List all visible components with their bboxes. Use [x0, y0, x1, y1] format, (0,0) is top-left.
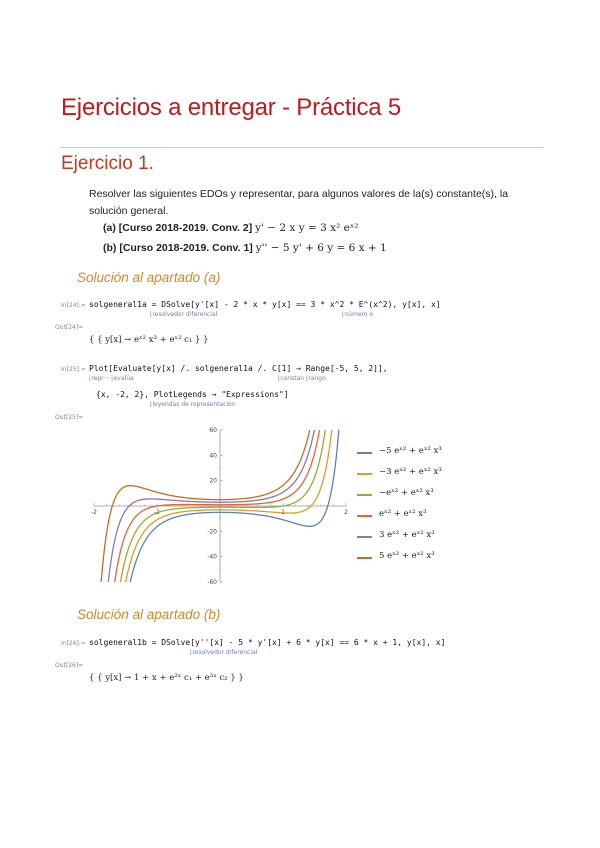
y-tick-label: 40 — [209, 452, 217, 460]
item-a — [103, 222, 358, 234]
subsection-a-heading: Solución al apartado (a) — [77, 270, 221, 285]
page-title: Ejercicios a entregar - Práctica 5 — [61, 94, 402, 121]
legend-label: −5 eˣ² + eˣ² x³ — [379, 446, 442, 456]
y-tick-label: -40 — [207, 553, 217, 561]
subsection-b-heading: Solución al apartado (b) — [77, 607, 221, 622]
input-label-26: In[26]:= — [61, 640, 86, 647]
output-cell-24: { { y[x] → eˣ² x³ + eˣ² c₁ } } — [89, 335, 209, 345]
output-label-26: Out[26]= — [55, 662, 84, 669]
legend-label: −eˣ² + eˣ² x³ — [379, 488, 434, 498]
y-tick-label: 20 — [209, 477, 217, 485]
code-hint-dsolve-b: ⌊resolvedor diferencial — [190, 649, 258, 656]
legend-label: 3 eˣ² + eˣ² x³ — [379, 530, 435, 540]
exercise-statement: Resolver las siguientes EDOs y representar, para algunos valores de la(s) constante(s), la solución general. — [89, 188, 509, 217]
legend-swatch — [357, 494, 372, 496]
legend-swatch — [357, 557, 372, 559]
input-cell-26[interactable]: solgeneral1b = DSolve[y''[x] - 5 * y'[x] + 6 * y[x] == 6 * x + 1, y[x], x] — [89, 638, 446, 647]
x-tick-label: 1 — [281, 509, 285, 516]
legend-swatch — [357, 536, 372, 538]
item-a-ref: [Curso 2018-2019. Conv. 2] — [118, 222, 253, 234]
item-b — [103, 242, 387, 254]
code-hint-legends: ⌊leyendas de representación — [150, 401, 236, 408]
legend-label: eˣ² + eˣ² x³ — [379, 509, 427, 519]
solution-plot — [80, 420, 360, 590]
x-tick-label: -1 — [154, 509, 160, 516]
legend-label: 5 eˣ² + eˣ² x³ — [379, 551, 435, 561]
code-hint-dsolve: ⌊resolvedor diferencial — [150, 311, 218, 318]
legend-swatch — [357, 452, 372, 454]
input-cell-25-line1[interactable]: Plot[Evaluate[y[x] /. solgeneral1a /. C[1] → Range[-5, 5, 2]], — [89, 364, 388, 373]
item-b-label: (b) — [103, 242, 117, 254]
output-label-25: Out[25]= — [55, 414, 84, 421]
y-tick-label: -60 — [207, 579, 217, 586]
x-tick-label: 2 — [344, 509, 348, 516]
plot-legend — [357, 446, 467, 576]
code-hint-e: ⌊número e — [342, 311, 374, 318]
item-b-equation: y'' − 5 y' + 6 y = 6 x + 1 — [255, 242, 387, 254]
input-label-25: In[25]:= — [61, 366, 86, 373]
legend-swatch — [357, 515, 372, 517]
code-hint-range: ⌊constan ⌊rango — [278, 375, 326, 382]
output-cell-26: { { y[x] → 1 + x + e²ˣ c₁ + e³ˣ c₂ } } — [89, 673, 244, 683]
item-b-ref: [Curso 2018-2019. Conv. 1] — [119, 242, 253, 254]
item-a-equation: y' − 2 x y = 3 x² eˣ² — [255, 222, 359, 234]
section-heading: Ejercicio 1. — [61, 153, 154, 174]
input-cell-25-line2[interactable]: {x, -2, 2}, PlotLegends → "Expressions"] — [96, 390, 289, 399]
item-a-label: (a) — [103, 222, 116, 234]
legend-label: −3 eˣ² + eˣ² x³ — [379, 467, 442, 477]
input-cell-24[interactable]: solgeneral1a = DSolve[y'[x] - 2 * x * y[x] == 3 * x^2 * E^(x^2), y[x], x] — [89, 300, 441, 309]
output-label-24: Out[24]= — [55, 324, 84, 331]
y-tick-label: 60 — [209, 427, 217, 434]
title-divider — [61, 147, 543, 148]
input-label-24: In[24]:= — [61, 302, 86, 309]
y-tick-label: -20 — [207, 528, 217, 536]
code-hint-plot: ⌊repr··· ⌊evalúa — [89, 375, 134, 382]
legend-swatch — [357, 473, 372, 475]
x-tick-label: -2 — [91, 509, 97, 516]
